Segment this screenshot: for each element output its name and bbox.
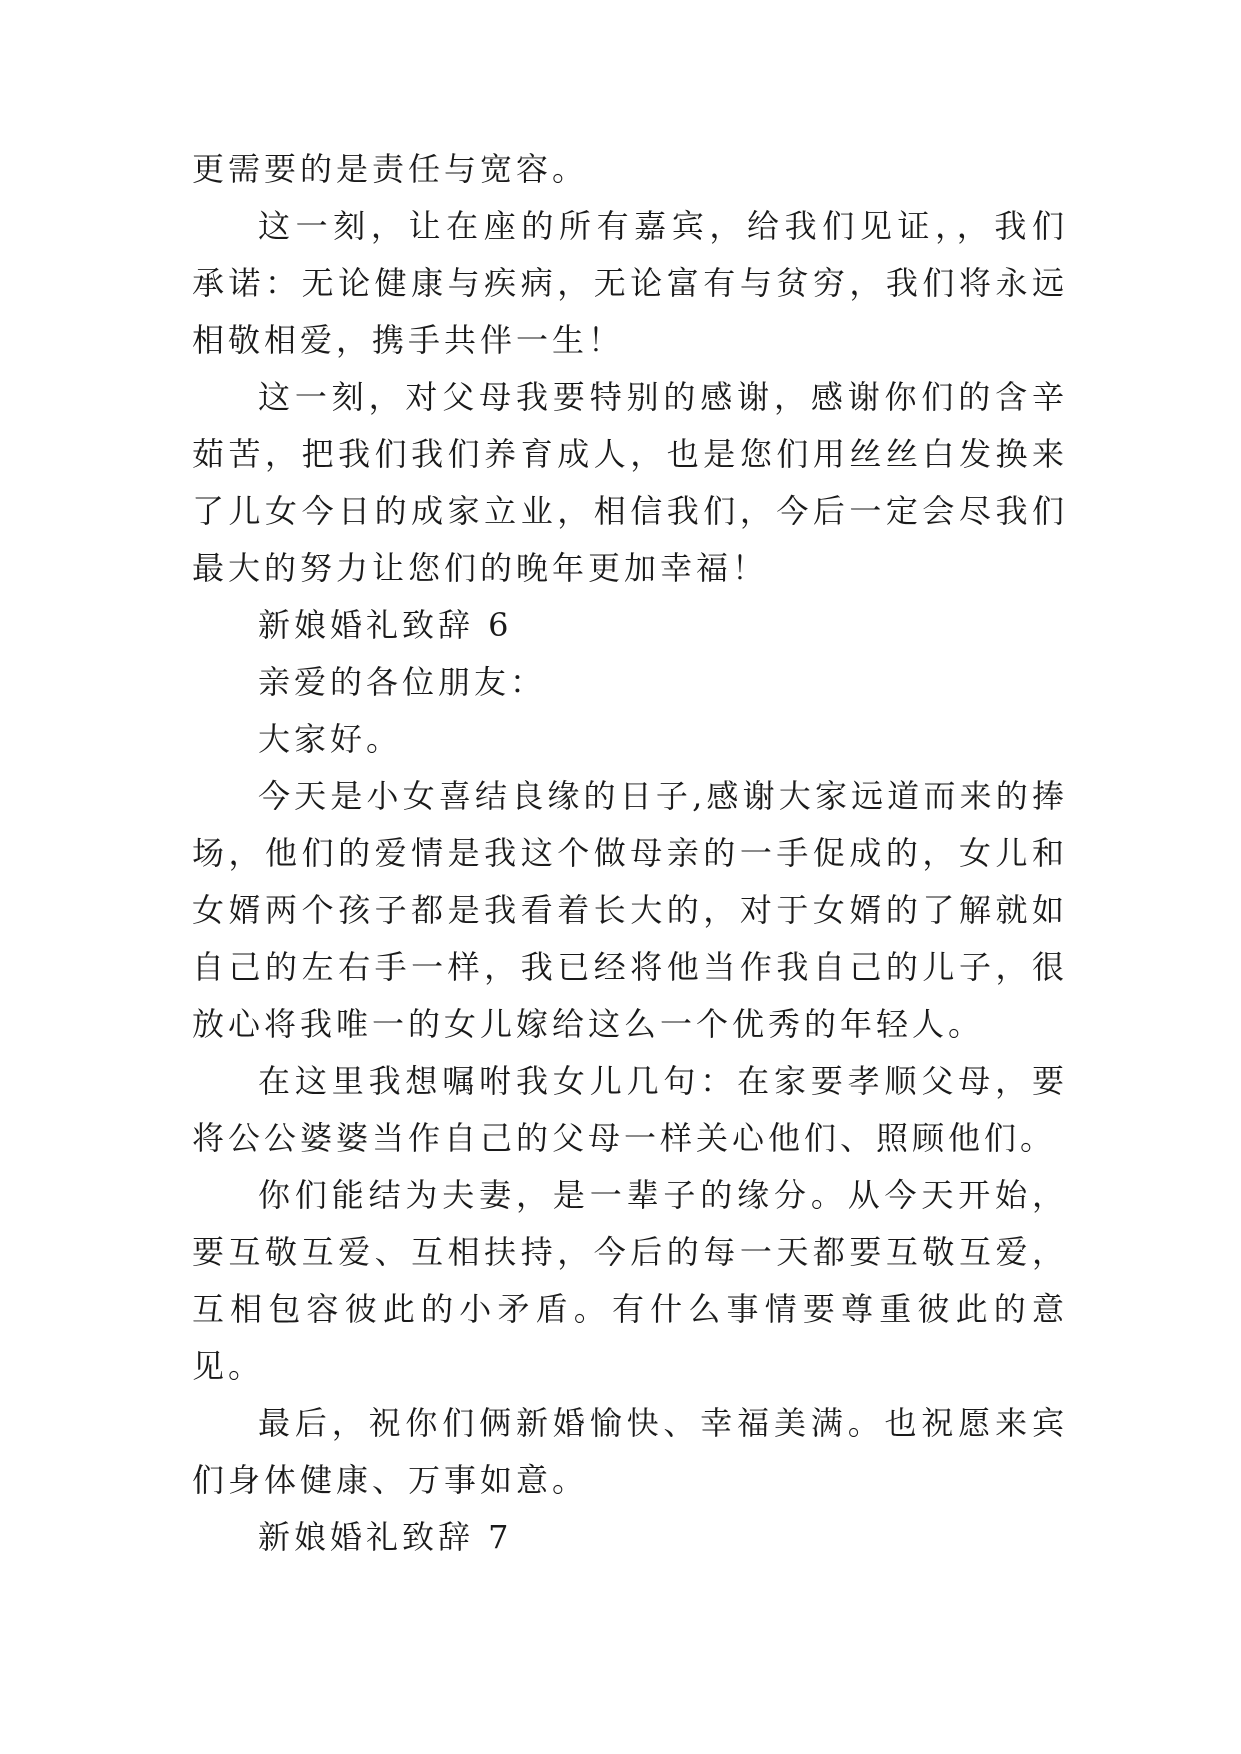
- paragraph-wedding-day: 今天是小女喜结良缘的日子,感谢大家远道而来的捧场，他们的爱情是我这个做母亲的一手促成的，女儿和女婿两个孩子都是我看着长大的，对于女婿的了解就如自己的左右手一样，我已经将他当作我自己的儿子，很放心将我唯一的女儿嫁给这么一个优秀的年轻人。: [192, 777, 1068, 1043]
- section-heading-6: 新娘婚礼致辞 6: [258, 606, 513, 644]
- paragraph-advice-daughter: 在这里我想嘱咐我女儿几句：在家要孝顺父母，要将公公婆婆当作自己的父母一样关心他们、照顾他们。: [192, 1062, 1068, 1157]
- paragraph-marriage-advice: 你们能结为夫妻，是一辈子的缘分。从今天开始，要互敬互爱、互相扶持，今后的每一天都要互敬互爱，互相包容彼此的小矛盾。有什么事情要尊重彼此的意见。: [192, 1176, 1068, 1385]
- paragraph-continuation: 更需要的是责任与宽容。: [192, 150, 589, 188]
- greeting: 大家好。: [258, 720, 403, 758]
- section-heading-7: 新娘婚礼致辞 7: [258, 1518, 513, 1556]
- paragraph-vows: 这一刻，让在座的所有嘉宾，给我们见证，，我们承诺：无论健康与疾病，无论富有与贫穷，我们将永远相敬相爱，携手共伴一生！: [192, 207, 1068, 359]
- paragraph-thanks-parents: 这一刻，对父母我要特别的感谢，感谢你们的含辛茹苦，把我们我们养育成人，也是您们用丝丝白发换来了儿女今日的成家立业，相信我们，今后一定会尽我们最大的努力让您们的晚年更加幸福！: [192, 378, 1068, 587]
- document-page: [192, 141, 1068, 1566]
- paragraph-closing-wishes: 最后，祝你们俩新婚愉快、幸福美满。也祝愿来宾们身体健康、万事如意。: [192, 1404, 1068, 1499]
- salutation: 亲爱的各位朋友：: [258, 663, 547, 701]
